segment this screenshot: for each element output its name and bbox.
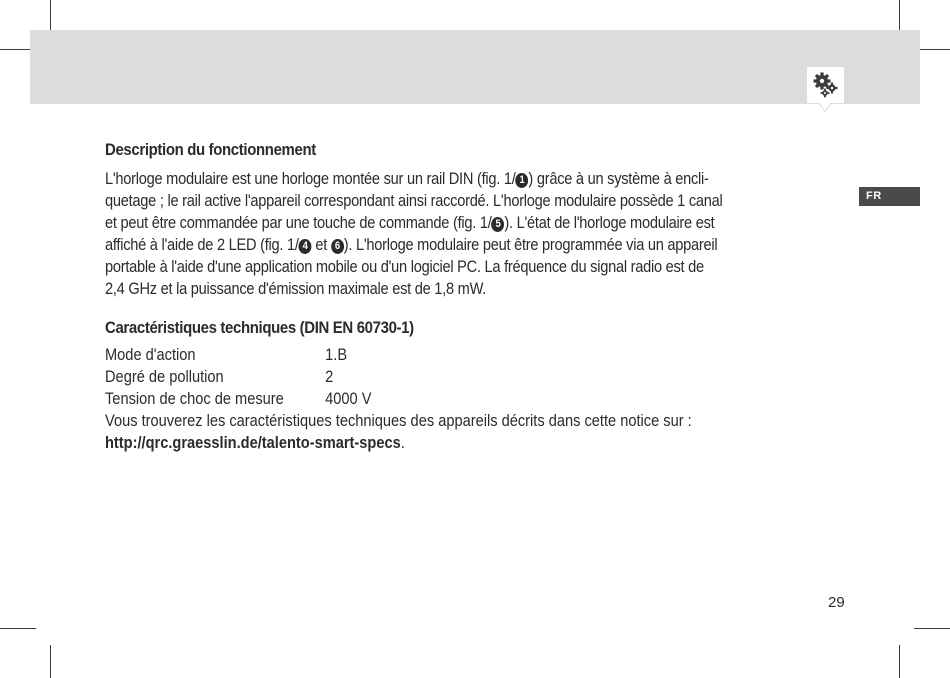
spec-row <box>105 388 733 410</box>
tab-pointer <box>819 103 831 111</box>
spec-label: Mode d'action <box>105 345 196 364</box>
paragraph-line: et peut être commandée par une touche de commande (fig. 1/ 5 ). L'état de l'horloge modulaire est <box>105 213 715 232</box>
crop-mark <box>914 628 950 629</box>
specs-note: Vous trouverez les caractéristiques techniques des appareils décrits dans cette notice sur : <box>105 411 692 430</box>
crop-mark <box>899 0 900 33</box>
section-title-specs: Caractéristiques techniques (DIN EN 60730-1) <box>105 318 414 337</box>
description-paragraph <box>105 168 835 300</box>
page-number: 29 <box>828 594 845 611</box>
crop-mark <box>0 628 36 629</box>
spec-row <box>105 366 733 388</box>
spec-value: 2 <box>325 367 334 386</box>
paragraph-line: portable à l'aide d'une application mobile ou d'un logiciel PC. La fréquence du signal radio est de <box>105 257 704 276</box>
section-title-description: Description du fonctionnement <box>105 140 316 159</box>
page-content <box>105 140 835 454</box>
spec-row <box>105 344 733 366</box>
crop-mark <box>899 645 900 678</box>
spec-label: Tension de choc de mesure <box>105 389 284 408</box>
header-band <box>30 30 920 104</box>
spec-value: 1.B <box>325 345 348 364</box>
spec-value: 4000 V <box>325 389 372 408</box>
paragraph-line: 2,4 GHz et la puissance d'émission maximale est de 1,8 mW. <box>105 279 487 298</box>
figure-callout-badge: 5 <box>492 217 505 232</box>
specs-table <box>105 344 835 454</box>
paragraph-line: affiché à l'aide de 2 LED (fig. 1/ 4 et 6 ). L'horloge modulaire peut être programmée via un appareil <box>105 235 718 254</box>
figure-callout-badge: 4 <box>299 239 312 254</box>
figure-callout-badge: 1 <box>516 173 529 188</box>
specs-link[interactable]: http://qrc.graesslin.de/talento-smart-specs <box>105 433 401 452</box>
crop-mark <box>50 0 51 33</box>
paragraph-line: quetage ; le rail active l'appareil correspondant ainsi raccordé. L'horloge modulaire possède 1 canal <box>105 191 723 210</box>
crop-mark <box>50 645 51 678</box>
spec-label: Degré de pollution <box>105 367 224 386</box>
language-tab: FR <box>859 187 920 206</box>
paragraph-line: L'horloge modulaire est une horloge montée sur un rail DIN (fig. 1/ 1 ) grâce à un système à encli- <box>105 169 709 188</box>
gears-icon <box>807 67 844 103</box>
specs-link-line: http://qrc.graesslin.de/talento-smart-specs . <box>105 433 405 452</box>
figure-callout-badge: 6 <box>331 239 344 254</box>
